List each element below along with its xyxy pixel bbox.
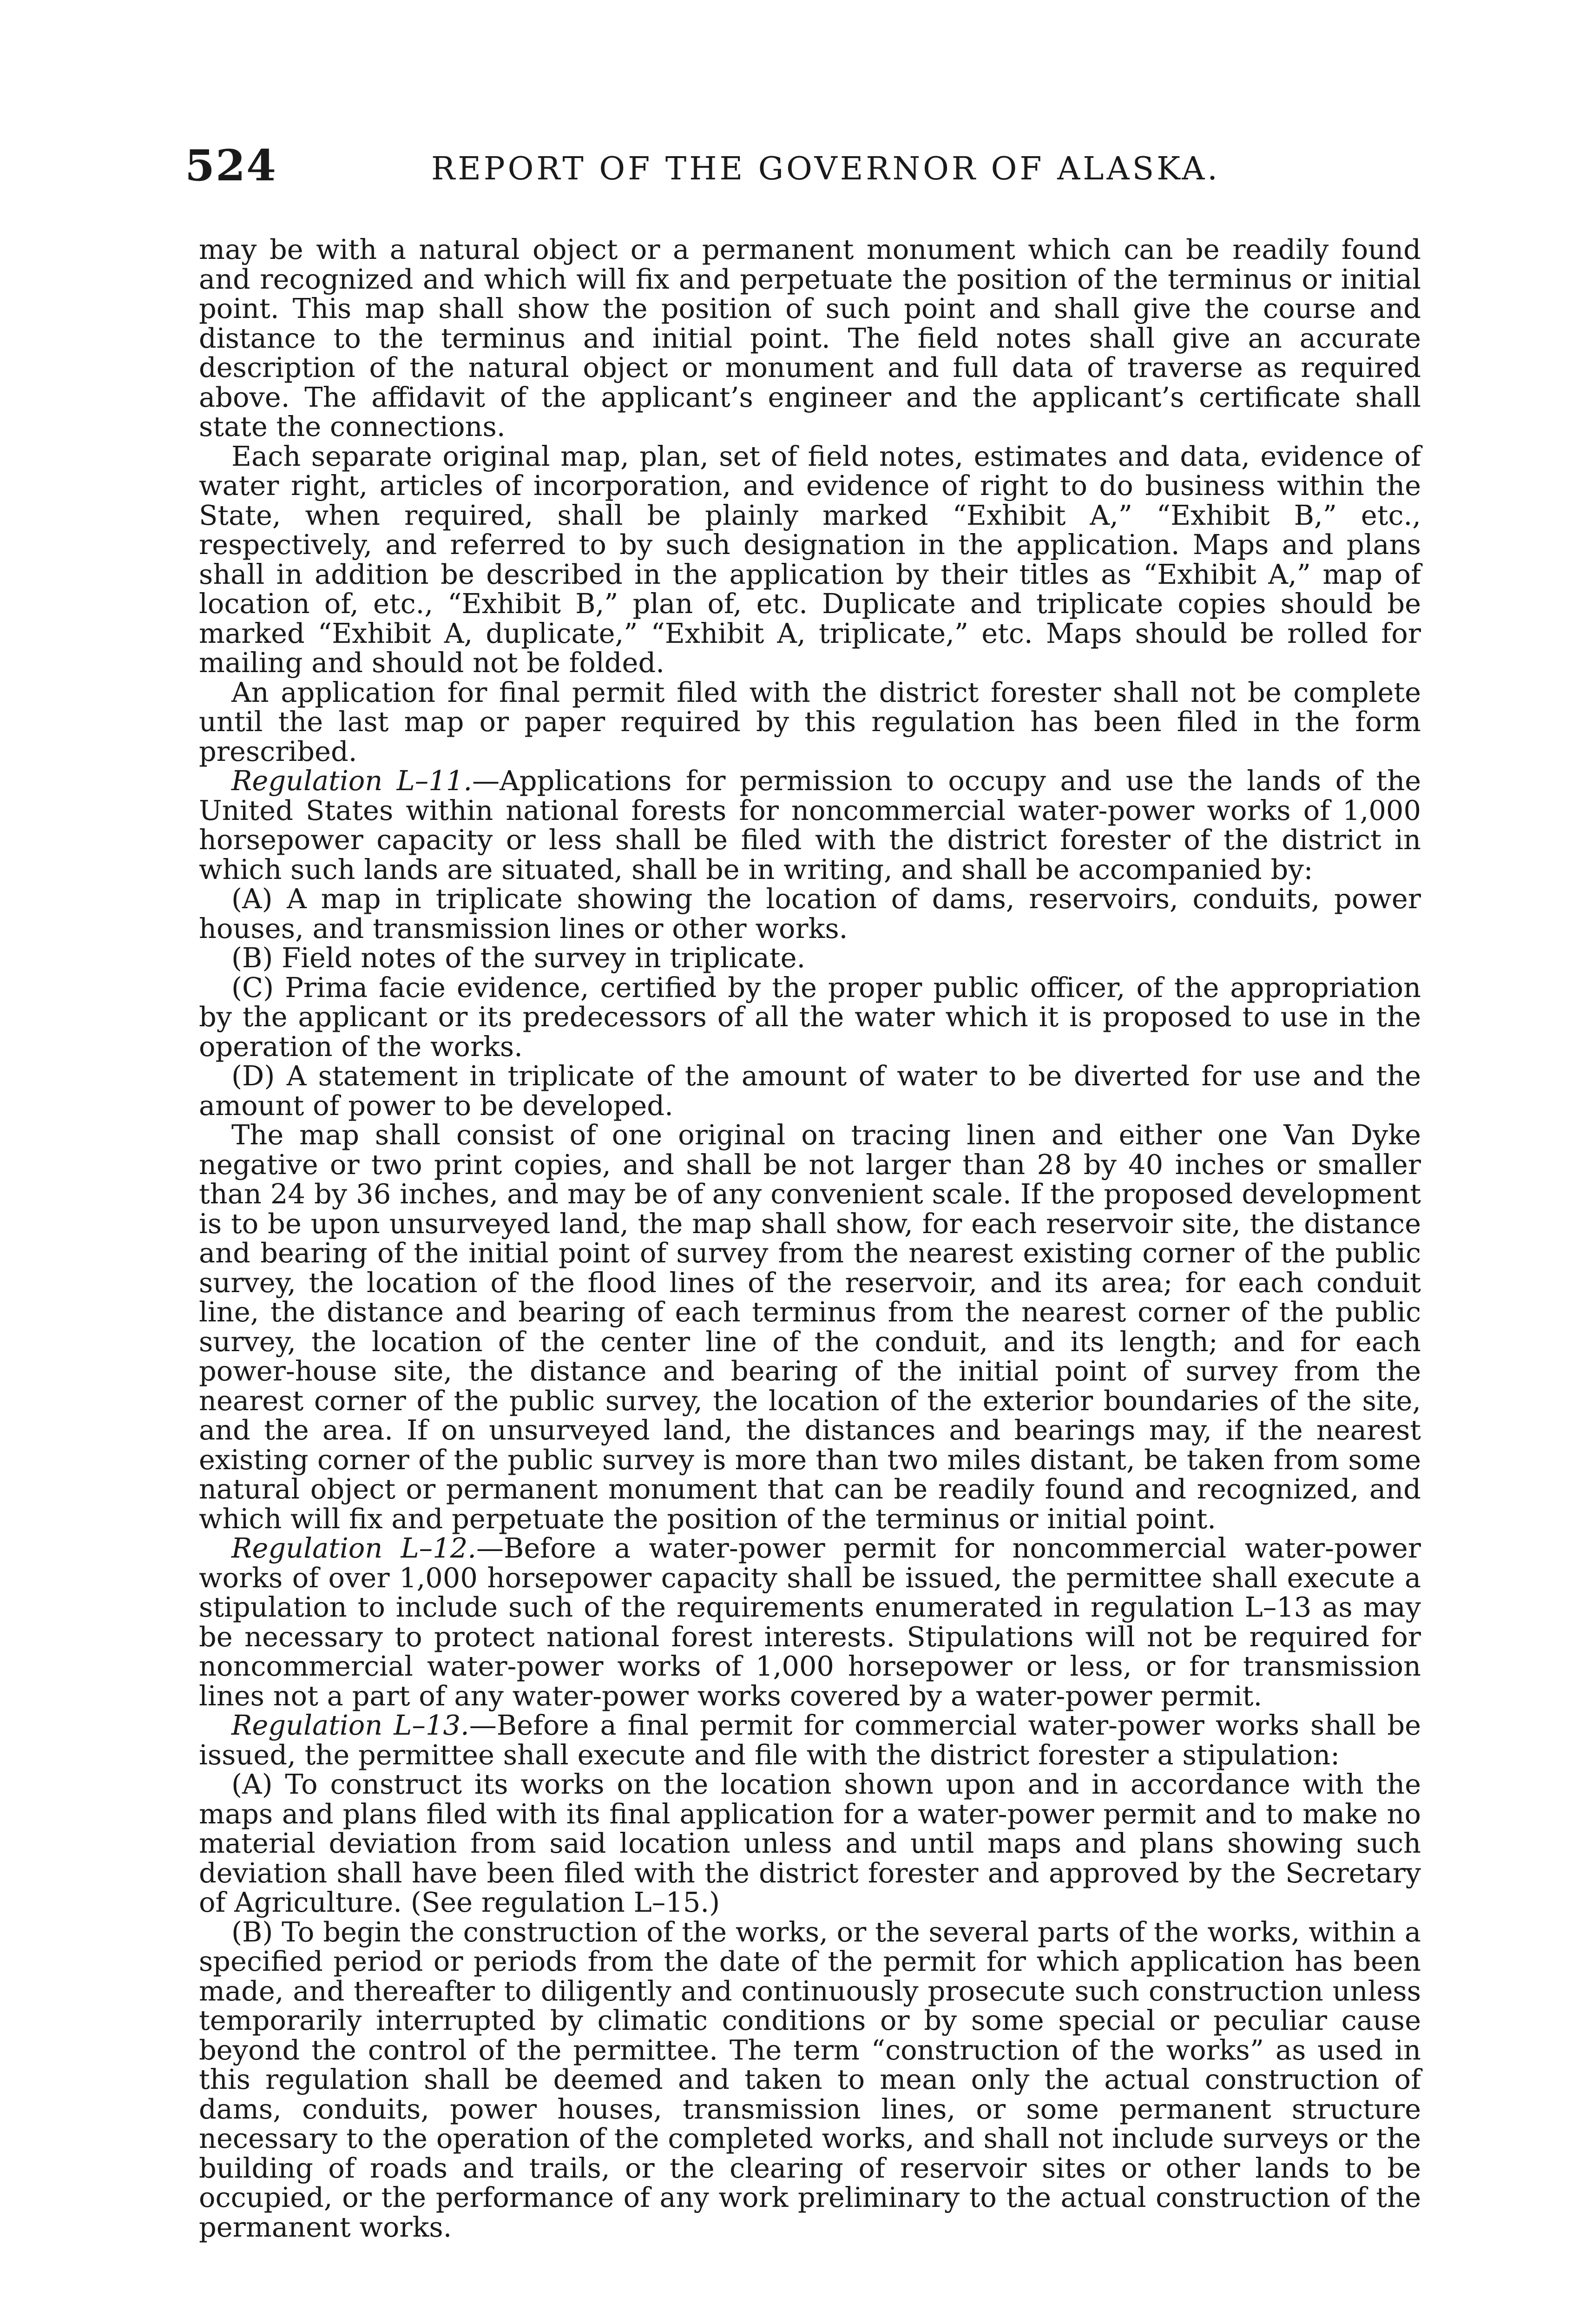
paragraph-stipulation-b: (B) To begin the construction of the works, or the several parts of the works, within a specified period or periods from the date of the permit for which application has been made, and thereafter to diligently and continuously prosecute such construction unless temporarily interrupted by climatic conditions or by some special or peculiar cause beyond the control of the permittee. The term “construction of the works” as used in this regulation shall be deemed and taken to mean only the actual construction of dams, conduits, power houses, transmission lines, or some permanent structure necessary to the operation of the completed works, and shall not include surveys or the building of roads and trails, or the clearing of reservoir sites or other lands to be occupied, or the performance of any work preliminary to the actual construction of the permanent works. bbox=[199, 1915, 1421, 2243]
paragraph-item-c: (C) Prima facie evidence, certified by the proper public officer, of the appropriation by the applicant or its predecessors of all the water which it is proposed to use in the operation of the works. bbox=[199, 971, 1421, 1063]
paragraph-map-requirements: The map shall consist of one original on tracing linen and either one Van Dyke negative or two print copies, and shall be not larger than 28 by 40 inches or smaller than 24 by 36 inches, and may be of any convenient scale. If the proposed development is to be upon unsurveyed land, the map shall show, for each reservoir site, the distance and bearing of the initial point of survey from the nearest existing corner of the public survey, the location of the flood lines of the reservoir, and its area; for each conduit line, the distance and bearing of each terminus from the nearest corner of the public survey, the location of the center line of the conduit, and its length; and for each power-house site, the distance and bearing of the initial point of survey from the nearest corner of the public survey, the location of the exterior boundaries of the site, and the area. If on unsurveyed land, the distances and bearings may, if the nearest existing corner of the public survey is more than two miles distant, be taken from some natural object or permanent monument that can be readily found and recognized, and which will fix and perpetuate the position of the terminus or initial point. bbox=[199, 1119, 1421, 1535]
running-title: REPORT OF THE GOVERNOR OF ALASKA. bbox=[431, 151, 1220, 187]
regulation-title: Regulation L–12. bbox=[231, 1532, 476, 1564]
paragraph-regulation-l13 bbox=[199, 1710, 1421, 1769]
paragraph-final-permit: An application for final permit filed with the district forester shall not be complete until the last map or paper required by this regulation has been filed in the form prescribed. bbox=[199, 676, 1421, 767]
page-header bbox=[185, 140, 1421, 201]
regulation-title: Regulation L–11. bbox=[231, 765, 473, 797]
body-text bbox=[199, 235, 1421, 2242]
paragraph-item-a: (A) A map in triplicate showing the location of dams, reservoirs, conduits, power houses, and transmission lines or other works. bbox=[199, 883, 1421, 944]
paragraph-continuation: may be with a natural object or a permanent monument which can be readily found and recognized and which will fix and perpetuate the position of the terminus or initial point. This map shall show the position of such point and shall give the course and distance to the terminus and initial point. The field notes shall give an accurate description of the natural object or monument and full data of traverse as required above. The affidavit of the applicant’s engineer and the applicant’s certificate shall state the connections. bbox=[199, 233, 1421, 442]
regulation-text: —Applications for permission to occupy and use the lands of the United States within national forests for noncommercial water-power works of 1,000 horsepower capacity or less shall be filed with the district forester of the district in which such lands are situated, shall be in writing, and shall be accompanied by: bbox=[199, 765, 1421, 885]
regulation-title: Regulation L–13. bbox=[231, 1709, 469, 1741]
page-number: 524 bbox=[185, 140, 277, 191]
paragraph-item-b: (B) Field notes of the survey in triplicate. bbox=[231, 942, 806, 974]
paragraph-item-d: (D) A statement in triplicate of the amount of water to be diverted for use and the amount of power to be developed. bbox=[199, 1060, 1421, 1122]
regulation-text: —Before a final permit for commercial water-power works shall be issued, the permittee shall execute and file with the district forester a stipulation: bbox=[199, 1709, 1421, 1771]
regulation-text: —Before a water-power permit for noncommercial water-power works of over 1,000 horsepower capacity shall be issued, the permittee shall execute a stipulation to include such of the requirements enumerated in regulation L–13 as may be necessary to protect national forest interests. Stipulations will not be required for noncommercial water-power works of 1,000 horsepower or less, or for transmission lines not a part of any water-power works covered by a water-power permit. bbox=[199, 1532, 1421, 1712]
paragraph-exhibits: Each separate original map, plan, set of field notes, estimates and data, evidence of water right, articles of incorporation, and evidence of right to do business within the State, when required, shall be plainly marked “Exhibit A,” “Exhibit B,” etc., respectively, and referred to by such designation in the application. Maps and plans shall in addition be described in the application by their titles as “Exhibit A,” map of location of, etc., “Exhibit B,” plan of, etc. Duplicate and triplicate copies should be marked “Exhibit A, duplicate,” “Exhibit A, triplicate,” etc. Maps should be rolled for mailing and should not be folded. bbox=[199, 440, 1421, 679]
paragraph-regulation-l11 bbox=[199, 766, 1421, 884]
paragraph-stipulation-a: (A) To construct its works on the location shown upon and in accordance with the maps and plans filed with its final application for a water-power permit and to make no material deviation from said location unless and until maps and plans showing such deviation shall have been filed with the district forester and approved by the Secretary of Agriculture. (See regulation L–15.) bbox=[199, 1768, 1421, 1918]
paragraph-regulation-l12 bbox=[199, 1533, 1421, 1710]
